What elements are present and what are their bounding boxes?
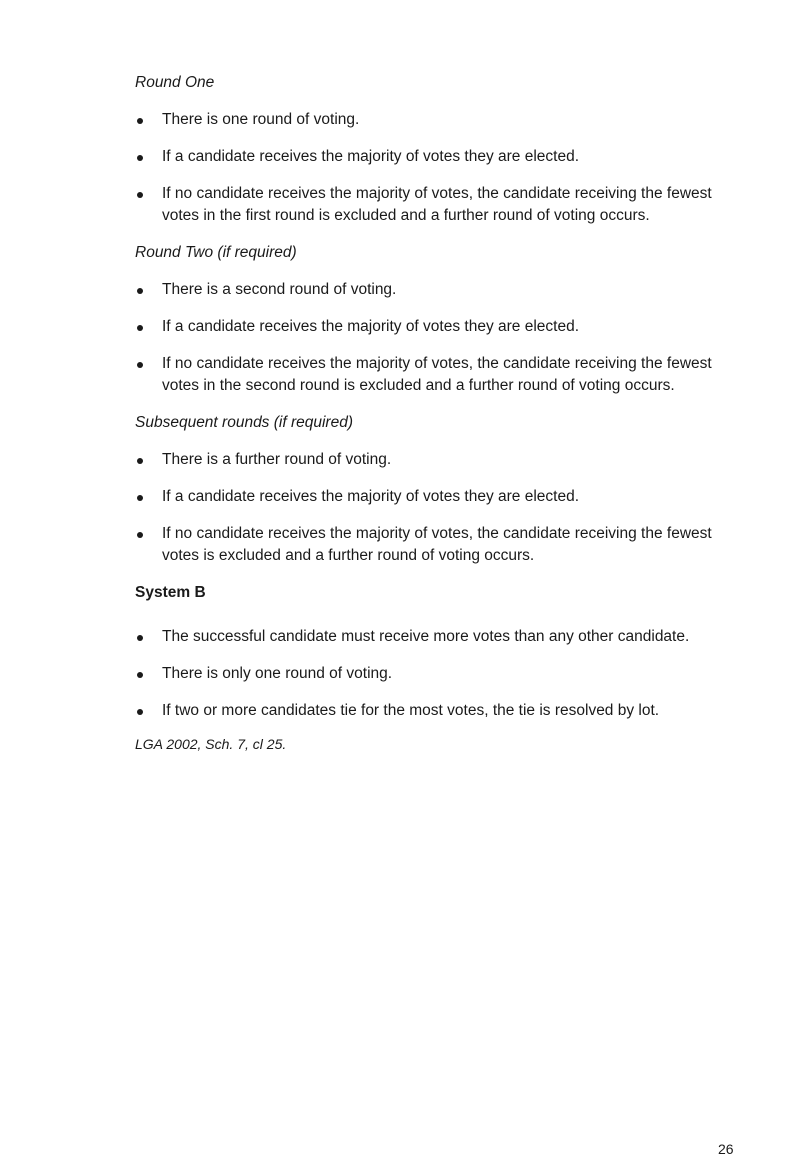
list-item xyxy=(135,353,735,397)
list-item-text: The successful candidate must receive more votes than any other candidate. xyxy=(162,628,690,645)
bullet-icon xyxy=(137,362,143,368)
list-item xyxy=(135,316,735,338)
list-item-text: If no candidate receives the majority of votes, the candidate receiving the fewest votes is excluded and a further round of voting occurs. xyxy=(162,525,712,564)
bullet-icon xyxy=(137,532,143,538)
list-item-text: There is only one round of voting. xyxy=(162,665,393,682)
subsequent-rounds-list xyxy=(135,449,735,567)
bullet-icon xyxy=(137,709,143,715)
system-b-heading: System B xyxy=(135,584,206,601)
list-item xyxy=(135,700,735,722)
list-item xyxy=(135,109,735,131)
list-item-text: If no candidate receives the majority of votes, the candidate receiving the fewest votes in the second round is excluded and a further round of voting occurs. xyxy=(162,355,712,394)
round-two-heading: Round Two (if required) xyxy=(135,244,297,261)
round-two-list xyxy=(135,279,735,397)
bullet-icon xyxy=(137,325,143,331)
bullet-icon xyxy=(137,635,143,641)
system-b-list xyxy=(135,626,735,722)
list-item xyxy=(135,663,735,685)
list-item-text: If two or more candidates tie for the most votes, the tie is resolved by lot. xyxy=(162,702,660,719)
list-item xyxy=(135,486,735,508)
list-item xyxy=(135,279,735,301)
page-number: 26 xyxy=(718,1141,734,1157)
bullet-icon xyxy=(137,672,143,678)
round-two-section xyxy=(135,242,735,397)
round-one-section xyxy=(135,72,735,227)
list-item-text: If a candidate receives the majority of votes they are elected. xyxy=(162,148,580,165)
list-item xyxy=(135,146,735,168)
list-item-text: There is one round of voting. xyxy=(162,111,360,128)
bullet-icon xyxy=(137,192,143,198)
legal-citation: LGA 2002, Sch. 7, cl 25. xyxy=(135,736,287,752)
bullet-icon xyxy=(137,458,143,464)
list-item-text: There is a second round of voting. xyxy=(162,281,397,298)
subsequent-rounds-heading: Subsequent rounds (if required) xyxy=(135,414,353,431)
round-one-heading: Round One xyxy=(135,74,215,91)
list-item xyxy=(135,449,735,471)
list-item-text: If a candidate receives the majority of votes they are elected. xyxy=(162,488,580,505)
bullet-icon xyxy=(137,118,143,124)
document-page xyxy=(135,72,735,754)
list-item-text: If no candidate receives the majority of votes, the candidate receiving the fewest votes in the first round is excluded and a further round of voting occurs. xyxy=(162,185,712,224)
round-one-list xyxy=(135,109,735,227)
bullet-icon xyxy=(137,155,143,161)
bullet-icon xyxy=(137,288,143,294)
list-item-text: If a candidate receives the majority of votes they are elected. xyxy=(162,318,580,335)
system-b-section xyxy=(135,582,735,722)
subsequent-rounds-section xyxy=(135,412,735,567)
list-item-text: There is a further round of voting. xyxy=(162,451,392,468)
list-item xyxy=(135,523,735,567)
list-item xyxy=(135,626,735,648)
bullet-icon xyxy=(137,495,143,501)
list-item xyxy=(135,183,735,227)
